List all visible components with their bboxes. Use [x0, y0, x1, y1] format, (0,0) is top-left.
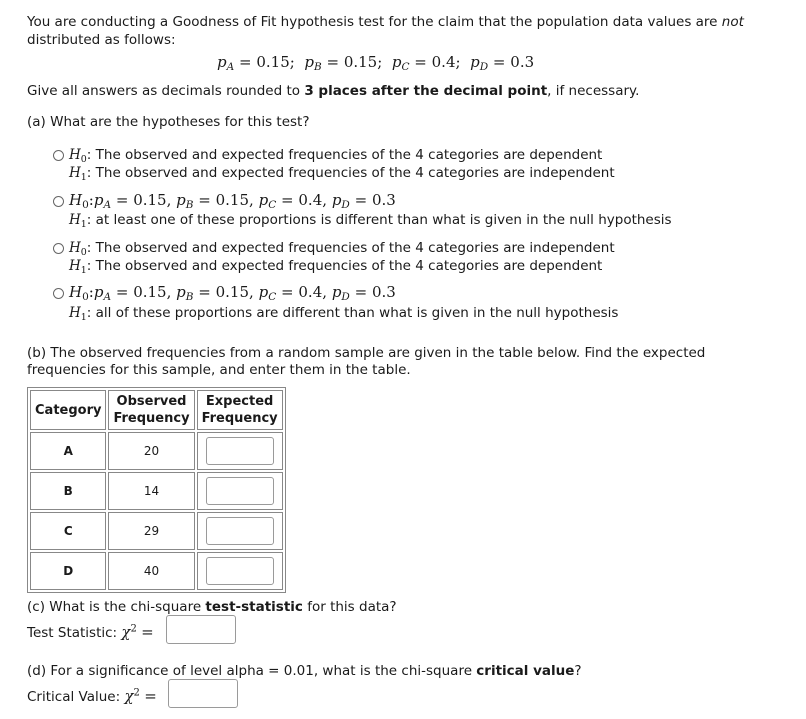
table-row	[30, 472, 283, 510]
table-row	[30, 512, 283, 550]
part-c-question: (c) What is the chi-square test-statistic for this data?	[27, 599, 397, 615]
option-1-h0: $H_0$: The observed and expected frequencies of the 4 categories are dependent	[69, 147, 603, 165]
expected-cell	[197, 552, 283, 590]
observed-cell: 14	[108, 472, 194, 510]
observed-cell: 29	[108, 512, 194, 550]
critical-value-input[interactable]	[168, 679, 238, 708]
part-a-question: (a) What are the hypotheses for this test?	[27, 114, 310, 130]
intro-emphasis: not	[721, 14, 744, 30]
option-1-radio[interactable]	[53, 150, 64, 161]
table-row	[30, 552, 283, 590]
expected-cell	[197, 472, 283, 510]
critical-value-label: Critical Value: $\chi^2$ =	[27, 687, 157, 705]
col-header-observed: Observed Frequency	[108, 390, 194, 430]
category-cell: A	[30, 432, 106, 470]
table-row	[30, 432, 283, 470]
test-statistic-label: Test Statistic: $\chi^2$ =	[27, 623, 154, 641]
instructions: Give all answers as decimals rounded to 3 places after the decimal point, if necessary.	[27, 83, 640, 99]
part-b-question: (b) The observed frequencies from a random sample are given in the table below. Find the expected	[27, 345, 706, 361]
expected-cell	[197, 512, 283, 550]
col-header-category: Category	[30, 390, 106, 430]
observed-cell: 40	[108, 552, 194, 590]
option-2-radio[interactable]	[53, 196, 64, 207]
expected-input-a[interactable]	[206, 437, 274, 465]
frequency-table	[27, 387, 286, 593]
option-4-radio[interactable]	[53, 288, 64, 299]
distribution-equation: $p_A = 0.15$; $p_B = 0.15$; $p_C = 0.4$; $p_D = 0.3$	[217, 53, 535, 73]
option-3-h1: $H_1$: The observed and expected frequencies of the 4 categories are dependent	[69, 258, 603, 276]
observed-cell: 20	[108, 432, 194, 470]
option-2-h0: $H_0:p_A = 0.15$, $p_B = 0.15$, $p_C = 0.4$, $p_D = 0.3$	[69, 191, 396, 211]
col-header-expected: Expected Frequency	[197, 390, 283, 430]
option-4-h1: $H_1$: all of these proportions are different than what is given in the null hypothesis	[69, 305, 619, 323]
test-statistic-input[interactable]	[166, 615, 236, 644]
option-3-h0: $H_0$: The observed and expected frequencies of the 4 categories are independent	[69, 240, 615, 258]
expected-input-c[interactable]	[206, 517, 274, 545]
option-4-h0: $H_0:p_A = 0.15$, $p_B = 0.15$, $p_C = 0.4$, $p_D = 0.3$	[69, 283, 396, 303]
intro-text-cont: distributed as follows:	[27, 32, 176, 48]
category-cell: D	[30, 552, 106, 590]
category-cell: C	[30, 512, 106, 550]
category-cell: B	[30, 472, 106, 510]
option-3-radio[interactable]	[53, 243, 64, 254]
option-1-h1: $H_1$: The observed and expected frequencies of the 4 categories are independent	[69, 165, 615, 183]
expected-input-b[interactable]	[206, 477, 274, 505]
part-d-question: (d) For a significance of level alpha = 0.01, what is the chi-square critical value?	[27, 663, 582, 679]
table-header-row	[30, 390, 283, 430]
expected-input-d[interactable]	[206, 557, 274, 585]
intro-text: You are conducting a Goodness of Fit hypothesis test for the claim that the population data values are not	[27, 14, 744, 30]
part-b-question-cont: frequencies for this sample, and enter them in the table.	[27, 362, 411, 378]
option-2-h1: $H_1$: at least one of these proportions is different than what is given in the null hypothesis	[69, 212, 672, 230]
expected-cell	[197, 432, 283, 470]
